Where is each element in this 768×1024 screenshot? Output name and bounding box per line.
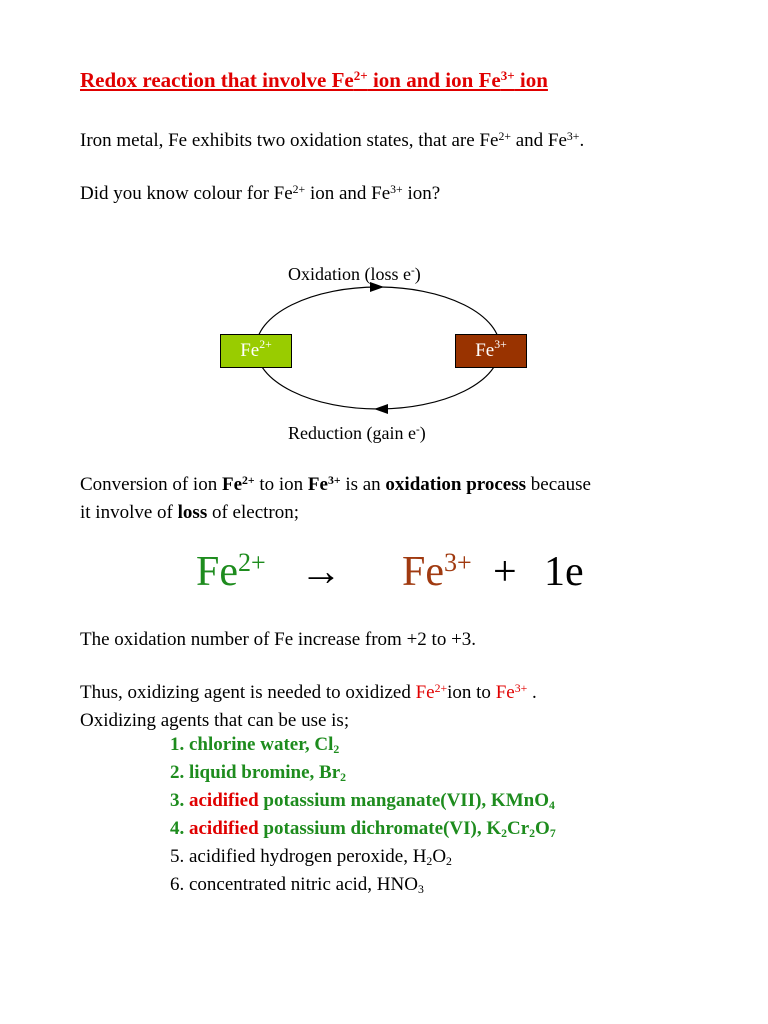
list-item: 6. concentrated nitric acid, $HNO_3$ <box>170 874 424 896</box>
colour-question: Did you know colour for $Fe^{2+}$ ion and $Fe^{3+}$ ion? <box>80 182 441 204</box>
list-item: 2. liquid bromine, $Br_2$ <box>170 762 347 784</box>
redox-cycle-diagram <box>0 0 768 460</box>
oxidation-number-text: The oxidation number of Fe increase from +2 to +3. <box>80 629 477 650</box>
list-item: 5. acidified hydrogen peroxide, $H_2O_2$ <box>170 846 452 868</box>
oxidation-label: Oxidation (loss e-) <box>288 264 421 284</box>
intro-oxidation-states: Iron metal, Fe exhibits two oxidation states, that are $Fe^{2+}$ and $Fe^{3+}$. <box>80 129 585 151</box>
equation-electron: 1e <box>544 549 584 595</box>
equation-arrow: → <box>300 549 342 595</box>
oxidizing-agents-list <box>170 732 556 900</box>
equation-plus: + <box>493 549 517 595</box>
fe3-box: Fe $^{3+}$ <box>455 334 527 368</box>
list-item: 1. chlorine water, $Cl_2$ <box>170 734 340 756</box>
thus-paragraph: Thus, oxidizing agent is needed to oxidized $Fe^{2+}ion$ to $Fe^{3+}$ . Oxidizing agents that can be use is; <box>80 681 537 731</box>
equation-fe2: $Fe^{2+}$ <box>196 547 266 595</box>
fe2-box: Fe $^{2+}$ <box>220 334 292 368</box>
page-title: Redox reaction that involve $Fe^{2+}$ ion and ion $Fe^{3+}$ ion <box>80 67 548 92</box>
list-item: 3. acidified potassium manganate(VII), KMnO$_4$ <box>170 790 555 812</box>
reduction-arrowhead-icon <box>374 404 388 414</box>
list-item: 4. acidified potassium dichromate(VI), $K_2Cr_2O_7$ <box>170 818 556 840</box>
reduction-label: Reduction (gain e-) <box>288 423 426 443</box>
conversion-paragraph: Conversion of ion $Fe^{2+}$ to ion $Fe^{3+}$ is an oxidation process because it involve of loss of electron; <box>80 473 591 523</box>
equation-fe3: $Fe^{3+}$ <box>402 547 472 595</box>
